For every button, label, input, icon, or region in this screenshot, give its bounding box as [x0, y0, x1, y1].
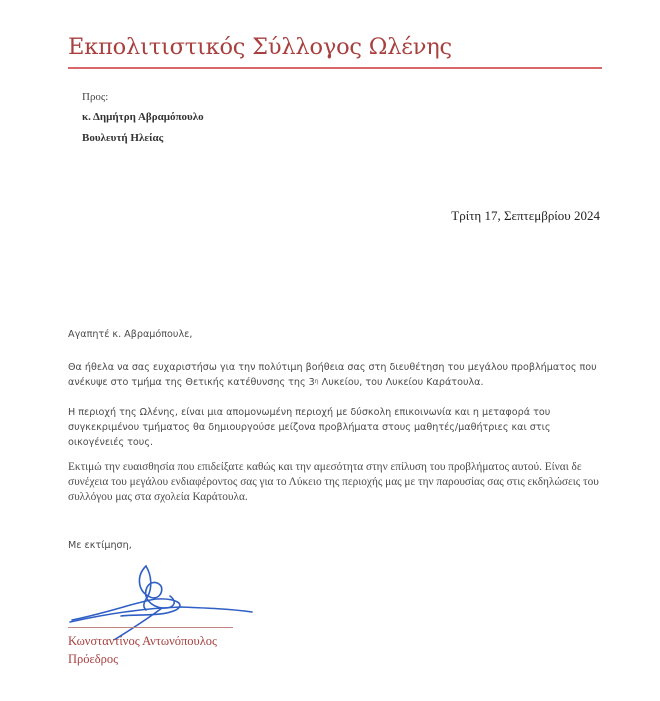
paragraph-1-text: Θα ήθελα να σας ευχαριστήσω για την πολύτιμη βοήθεια σας στη διευθέτηση του μεγάλου προβλήματος που ανέκυψε στο τμήμα της Θετικής κατέθυνσης της 3 [68, 362, 597, 388]
recipient-label: Προς: [82, 91, 109, 103]
paragraph-2: Η περιοχή της Ωλένης, είναι μια απομονωμένη περιοχή με δύσκολη επικοινωνία και η μεταφορά του συγκεκριμένου τμήματος θα δημιουργούσε μείζονα προβλήματα στους μαθητές/μαθήτριες και στις οικογένειές τους. [68, 407, 551, 448]
paragraph-3: Εκτιμώ την ευαισθησία που επιδείξατε καθώς και την αμεσότητα στην επίλυση του προβλήματος αυτού. Είναι δε συνέχεια του μεγάλου ενδιαφέροντος σας για το Λύκειο της περιοχής μας με την παρουσίας σας στις εκδηλώσεις του συλλόγου μας στα σχολεία Καράτουλα. [68, 461, 599, 503]
organization-title: Εκπολιτιστικός Σύλλογος Ωλένης [68, 34, 452, 60]
signature-underline [68, 627, 233, 628]
closing: Με εκτίμηση, [68, 540, 132, 551]
salutation: Αγαπητέ κ. Αβραμόπουλε, [68, 329, 193, 340]
handwritten-signature [66, 562, 256, 640]
ordinal-superscript: η [314, 378, 319, 385]
paragraph-1 [68, 360, 608, 390]
signer-role: Πρόεδρος [68, 652, 119, 666]
header-divider [68, 67, 602, 69]
signer-name: Κωνσταντίνος Αντωνόπουλος [68, 634, 217, 648]
paragraph-1-text-end: Λυκείου, του Λυκείου Καράτουλα. [318, 377, 484, 388]
recipient-name: κ. Δημήτρη Αβραμόπουλο [82, 111, 204, 123]
recipient-title: Βουλευτή Ηλείας [82, 132, 164, 144]
letter-date: Τρίτη 17, Σεπτεμβρίου 2024 [451, 208, 600, 223]
signature-stroke-sweep [72, 599, 180, 620]
